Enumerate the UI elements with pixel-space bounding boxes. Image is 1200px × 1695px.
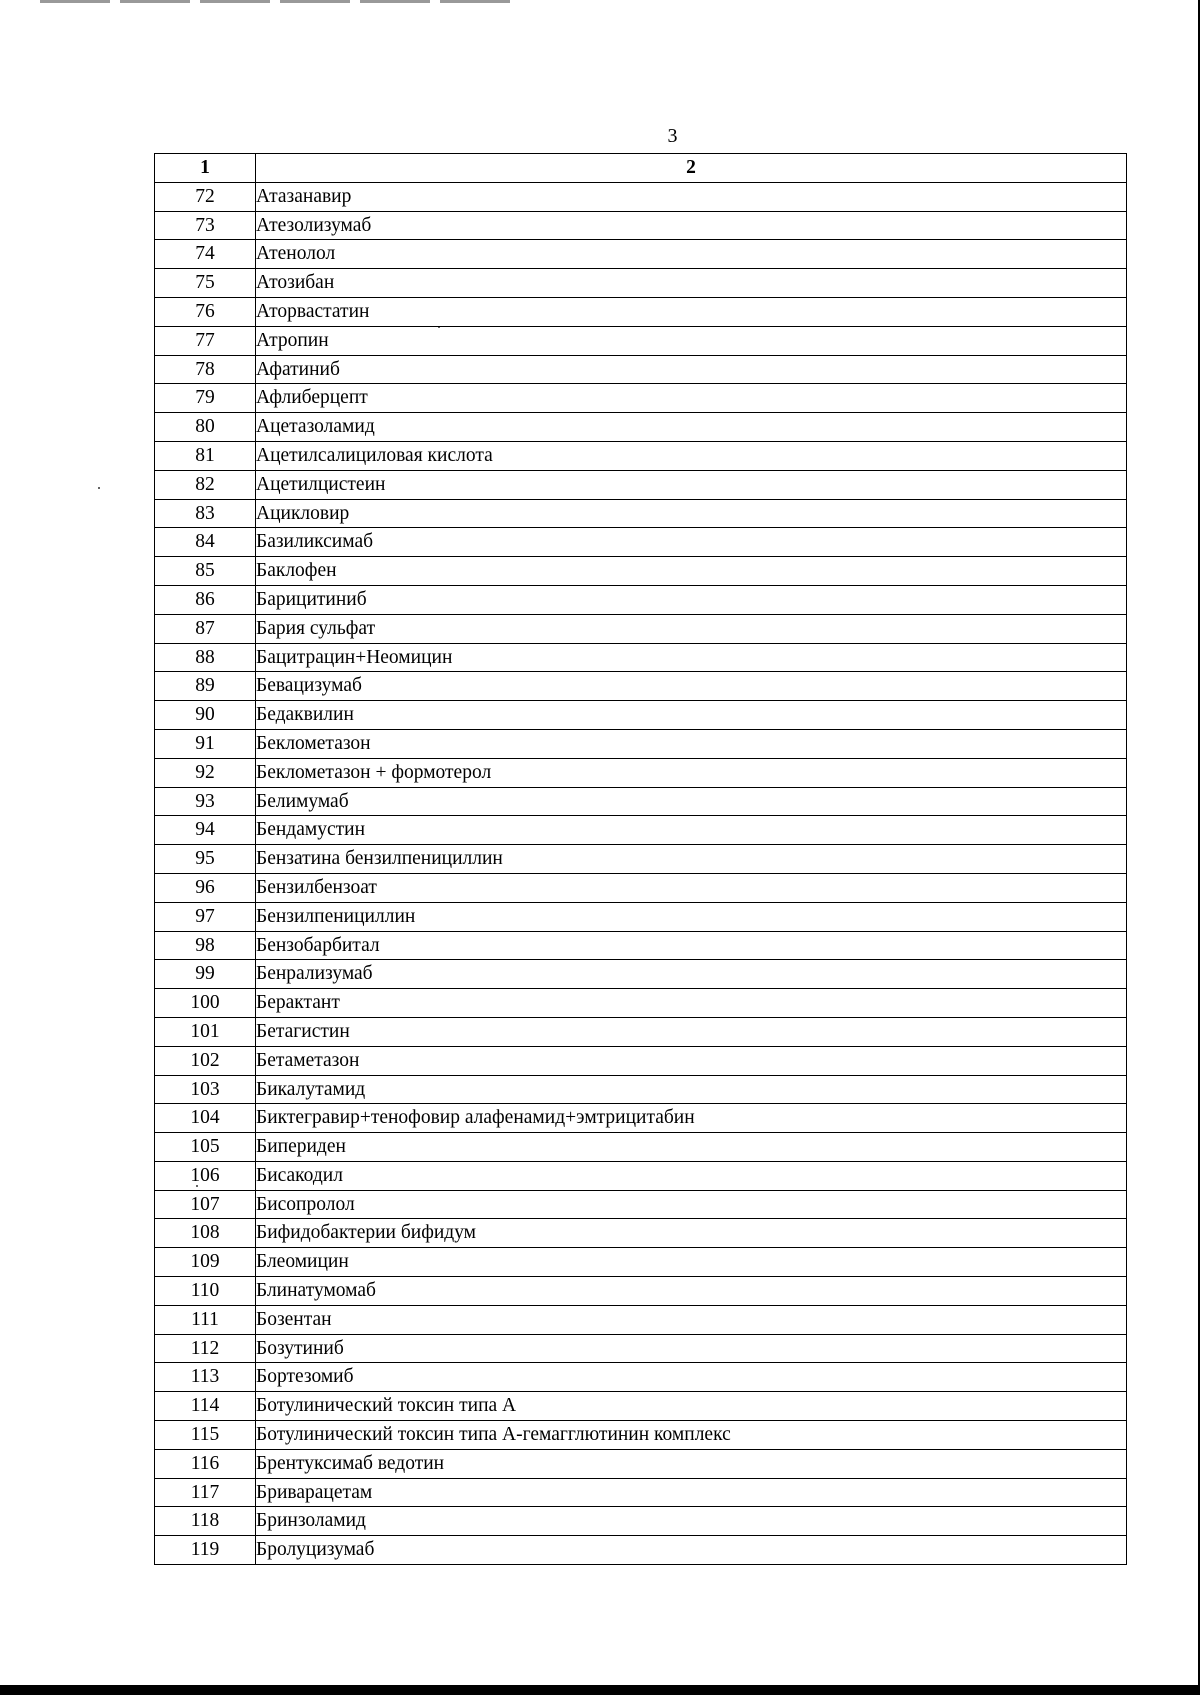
table-row bbox=[155, 672, 1127, 701]
table-row bbox=[155, 902, 1127, 931]
table-row bbox=[155, 931, 1127, 960]
substance-name: Базиликсимаб bbox=[256, 528, 1127, 557]
table-row bbox=[155, 1421, 1127, 1450]
table-row bbox=[155, 1161, 1127, 1190]
table-row bbox=[155, 729, 1127, 758]
row-number: 87 bbox=[155, 614, 256, 643]
substance-name: Бозутиниб bbox=[256, 1334, 1127, 1363]
row-number: 82 bbox=[155, 470, 256, 499]
substance-name: Атропин bbox=[256, 326, 1127, 355]
column-header-number: 1 bbox=[155, 154, 256, 183]
table-row bbox=[155, 355, 1127, 384]
substance-name: Беклометазон + формотерол bbox=[256, 758, 1127, 787]
table-row bbox=[155, 1334, 1127, 1363]
substance-name: Бензилпенициллин bbox=[256, 902, 1127, 931]
row-number: 114 bbox=[155, 1392, 256, 1421]
table-row bbox=[155, 845, 1127, 874]
substance-name: Бетаметазон bbox=[256, 1046, 1127, 1075]
substance-name: Бевацизумаб bbox=[256, 672, 1127, 701]
substance-name: Бетагистин bbox=[256, 1017, 1127, 1046]
row-number: 78 bbox=[155, 355, 256, 384]
substance-name: Бедаквилин bbox=[256, 701, 1127, 730]
substance-name: Баклофен bbox=[256, 557, 1127, 586]
row-number: 94 bbox=[155, 816, 256, 845]
substance-name: Бринзоламид bbox=[256, 1507, 1127, 1536]
substance-name: Бендамустин bbox=[256, 816, 1127, 845]
table-body bbox=[155, 182, 1127, 1564]
table-row bbox=[155, 989, 1127, 1018]
table-row bbox=[155, 528, 1127, 557]
substance-name: Бролуцизумаб bbox=[256, 1536, 1127, 1565]
table-row bbox=[155, 585, 1127, 614]
substance-name: Бензобарбитал bbox=[256, 931, 1127, 960]
row-number: 92 bbox=[155, 758, 256, 787]
substance-name: Биктегравир+тенофовир алафенамид+эмтрицитабин bbox=[256, 1104, 1127, 1133]
substance-name: Берактант bbox=[256, 989, 1127, 1018]
table-row bbox=[155, 182, 1127, 211]
table-row bbox=[155, 1507, 1127, 1536]
substance-name: Брентуксимаб ведотин bbox=[256, 1449, 1127, 1478]
row-number: 97 bbox=[155, 902, 256, 931]
row-number: 73 bbox=[155, 211, 256, 240]
substance-name: Ацетазоламид bbox=[256, 413, 1127, 442]
row-number: 91 bbox=[155, 729, 256, 758]
table-row bbox=[155, 1277, 1127, 1306]
substance-name: Атазанавир bbox=[256, 182, 1127, 211]
table-row bbox=[155, 326, 1127, 355]
substance-name: Атезолизумаб bbox=[256, 211, 1127, 240]
table-row bbox=[155, 557, 1127, 586]
table-row bbox=[155, 384, 1127, 413]
substance-name: Бензилбензоат bbox=[256, 873, 1127, 902]
row-number: 96 bbox=[155, 873, 256, 902]
row-number: 79 bbox=[155, 384, 256, 413]
substance-name: Бриварацетам bbox=[256, 1478, 1127, 1507]
table-row bbox=[155, 441, 1127, 470]
table-row bbox=[155, 1190, 1127, 1219]
row-number: 100 bbox=[155, 989, 256, 1018]
table-row bbox=[155, 1104, 1127, 1133]
row-number: 119 bbox=[155, 1536, 256, 1565]
table-row bbox=[155, 1478, 1127, 1507]
row-number: 76 bbox=[155, 297, 256, 326]
substance-name: Бисопролол bbox=[256, 1190, 1127, 1219]
substance-name: Бензатина бензилпенициллин bbox=[256, 845, 1127, 874]
row-number: 108 bbox=[155, 1219, 256, 1248]
table-row bbox=[155, 1219, 1127, 1248]
page-number: 3 bbox=[667, 125, 678, 147]
table-row bbox=[155, 1305, 1127, 1334]
row-number: 90 bbox=[155, 701, 256, 730]
row-number: 98 bbox=[155, 931, 256, 960]
row-number: 88 bbox=[155, 643, 256, 672]
table-row bbox=[155, 1449, 1127, 1478]
row-number: 72 bbox=[155, 182, 256, 211]
scan-speck bbox=[98, 487, 100, 489]
table-row bbox=[155, 240, 1127, 269]
row-number: 101 bbox=[155, 1017, 256, 1046]
row-number: 116 bbox=[155, 1449, 256, 1478]
row-number: 112 bbox=[155, 1334, 256, 1363]
row-number: 86 bbox=[155, 585, 256, 614]
substance-name: Бортезомиб bbox=[256, 1363, 1127, 1392]
substance-name: Беклометазон bbox=[256, 729, 1127, 758]
table-row bbox=[155, 211, 1127, 240]
row-number: 95 bbox=[155, 845, 256, 874]
row-number: 93 bbox=[155, 787, 256, 816]
row-number: 106 bbox=[155, 1161, 256, 1190]
row-number: 104 bbox=[155, 1104, 256, 1133]
table-row bbox=[155, 1392, 1127, 1421]
table-row bbox=[155, 787, 1127, 816]
substance-name: Бисакодил bbox=[256, 1161, 1127, 1190]
table-row bbox=[155, 1017, 1127, 1046]
substance-name: Ботулинический токсин типа А-гемагглютинин комплекс bbox=[256, 1421, 1127, 1450]
substance-name: Аторвастатин bbox=[256, 297, 1127, 326]
substance-name: Афатиниб bbox=[256, 355, 1127, 384]
table-row bbox=[155, 1248, 1127, 1277]
table-row bbox=[155, 297, 1127, 326]
row-number: 102 bbox=[155, 1046, 256, 1075]
table-row bbox=[155, 1075, 1127, 1104]
substance-name: Бикалутамид bbox=[256, 1075, 1127, 1104]
row-number: 110 bbox=[155, 1277, 256, 1306]
scan-top-marks bbox=[40, 0, 520, 3]
substance-name: Бифидобактерии бифидум bbox=[256, 1219, 1127, 1248]
table-row bbox=[155, 1133, 1127, 1162]
table-row bbox=[155, 1046, 1127, 1075]
row-number: 107 bbox=[155, 1190, 256, 1219]
table-row bbox=[155, 269, 1127, 298]
table-row bbox=[155, 1363, 1127, 1392]
substance-name: Блинатумомаб bbox=[256, 1277, 1127, 1306]
row-number: 109 bbox=[155, 1248, 256, 1277]
substance-name: Афлиберцепт bbox=[256, 384, 1127, 413]
table-header-row bbox=[155, 154, 1127, 183]
substance-name: Белимумаб bbox=[256, 787, 1127, 816]
substance-name: Ацикловир bbox=[256, 499, 1127, 528]
row-number: 111 bbox=[155, 1305, 256, 1334]
row-number: 89 bbox=[155, 672, 256, 701]
column-header-name: 2 bbox=[256, 154, 1127, 183]
row-number: 84 bbox=[155, 528, 256, 557]
table-row bbox=[155, 1536, 1127, 1565]
table-row bbox=[155, 499, 1127, 528]
substance-name: Бацитрацин+Неомицин bbox=[256, 643, 1127, 672]
substance-name: Ацетилцистеин bbox=[256, 470, 1127, 499]
substance-name: Бенрализумаб bbox=[256, 960, 1127, 989]
row-number: 103 bbox=[155, 1075, 256, 1104]
substance-name: Бипериден bbox=[256, 1133, 1127, 1162]
substance-name: Бария сульфат bbox=[256, 614, 1127, 643]
substance-name: Бозентан bbox=[256, 1305, 1127, 1334]
substance-name: Ацетилсалициловая кислота bbox=[256, 441, 1127, 470]
row-number: 117 bbox=[155, 1478, 256, 1507]
row-number: 85 bbox=[155, 557, 256, 586]
row-number: 99 bbox=[155, 960, 256, 989]
row-number: 77 bbox=[155, 326, 256, 355]
row-number: 113 bbox=[155, 1363, 256, 1392]
table-row bbox=[155, 643, 1127, 672]
row-number: 115 bbox=[155, 1421, 256, 1450]
table-row bbox=[155, 758, 1127, 787]
row-number: 81 bbox=[155, 441, 256, 470]
row-number: 75 bbox=[155, 269, 256, 298]
substance-name: Блеомицин bbox=[256, 1248, 1127, 1277]
table-row bbox=[155, 413, 1127, 442]
row-number: 74 bbox=[155, 240, 256, 269]
row-number: 118 bbox=[155, 1507, 256, 1536]
row-number: 80 bbox=[155, 413, 256, 442]
substance-name: Ботулинический токсин типа А bbox=[256, 1392, 1127, 1421]
table-row bbox=[155, 701, 1127, 730]
row-number: 105 bbox=[155, 1133, 256, 1162]
table-row bbox=[155, 960, 1127, 989]
table-row bbox=[155, 614, 1127, 643]
substance-name: Атенолол bbox=[256, 240, 1127, 269]
substance-name: Барицитиниб bbox=[256, 585, 1127, 614]
substance-name: Атозибан bbox=[256, 269, 1127, 298]
table-row bbox=[155, 470, 1127, 499]
table-row bbox=[155, 816, 1127, 845]
row-number: 83 bbox=[155, 499, 256, 528]
substance-table bbox=[154, 153, 1127, 1565]
table-row bbox=[155, 873, 1127, 902]
